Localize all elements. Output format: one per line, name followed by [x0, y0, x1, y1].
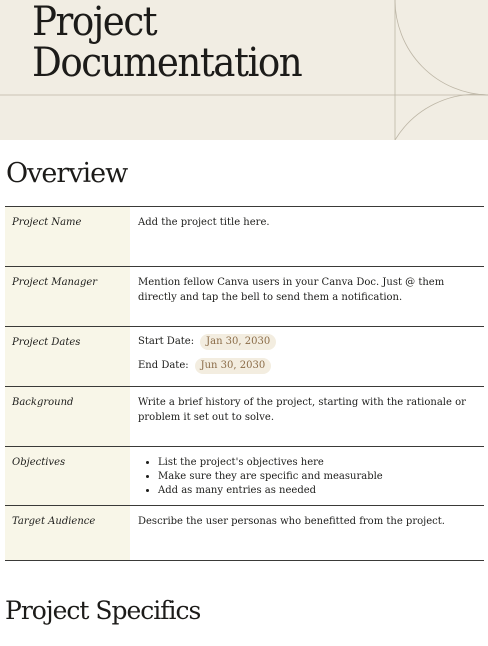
project-specifics-heading: Project Specifics — [5, 596, 201, 625]
overview-heading: Overview — [6, 158, 128, 189]
value-background[interactable]: Write a brief history of the project, starting with the rationale or problem it set out to solve. — [138, 397, 466, 423]
start-date-line — [138, 334, 476, 350]
table-row-target-audience — [5, 506, 484, 561]
start-date-label: Start Date: — [138, 335, 195, 347]
objectives-list — [138, 456, 476, 498]
value-project-name[interactable]: Add the project title here. — [138, 217, 270, 228]
page-title — [32, 2, 348, 84]
value-project-manager[interactable]: Mention fellow Canva users in your Canva Doc. Just @ them directly and tap the bell to send them a notification. — [138, 277, 445, 303]
table-row-project-name — [5, 207, 484, 267]
top-arc — [395, 0, 488, 95]
table-row-objectives — [5, 447, 484, 506]
header-banner — [0, 0, 488, 140]
end-date-chip[interactable]: Jun 30, 2030 — [195, 358, 272, 374]
start-date-chip[interactable]: Jan 30, 2030 — [200, 334, 276, 350]
title-line-1: Project — [32, 0, 157, 45]
label-project-dates: Project Dates — [5, 327, 130, 386]
label-target-audience: Target Audience — [5, 506, 130, 560]
end-date-line — [138, 358, 476, 374]
title-line-2: Documentation — [32, 40, 302, 86]
label-objectives: Objectives — [5, 447, 130, 505]
value-objectives[interactable] — [130, 447, 484, 505]
objective-item: • Add as many entries as needed — [158, 484, 476, 498]
objective-item: • Make sure they are specific and measurable — [158, 470, 476, 484]
objective-item: • List the project's objectives here — [158, 456, 476, 470]
label-project-manager: Project Manager — [5, 267, 130, 326]
value-project-dates — [130, 327, 484, 386]
end-date-label: End Date: — [138, 359, 189, 371]
table-row-project-dates — [5, 327, 484, 387]
bottom-arc — [395, 94, 488, 140]
overview-table — [5, 206, 484, 561]
table-row-background — [5, 387, 484, 447]
label-background: Background — [5, 387, 130, 446]
label-project-name: Project Name — [5, 207, 130, 266]
table-row-project-manager — [5, 267, 484, 327]
value-target-audience[interactable]: Describe the user personas who benefitted from the project. — [138, 516, 445, 527]
